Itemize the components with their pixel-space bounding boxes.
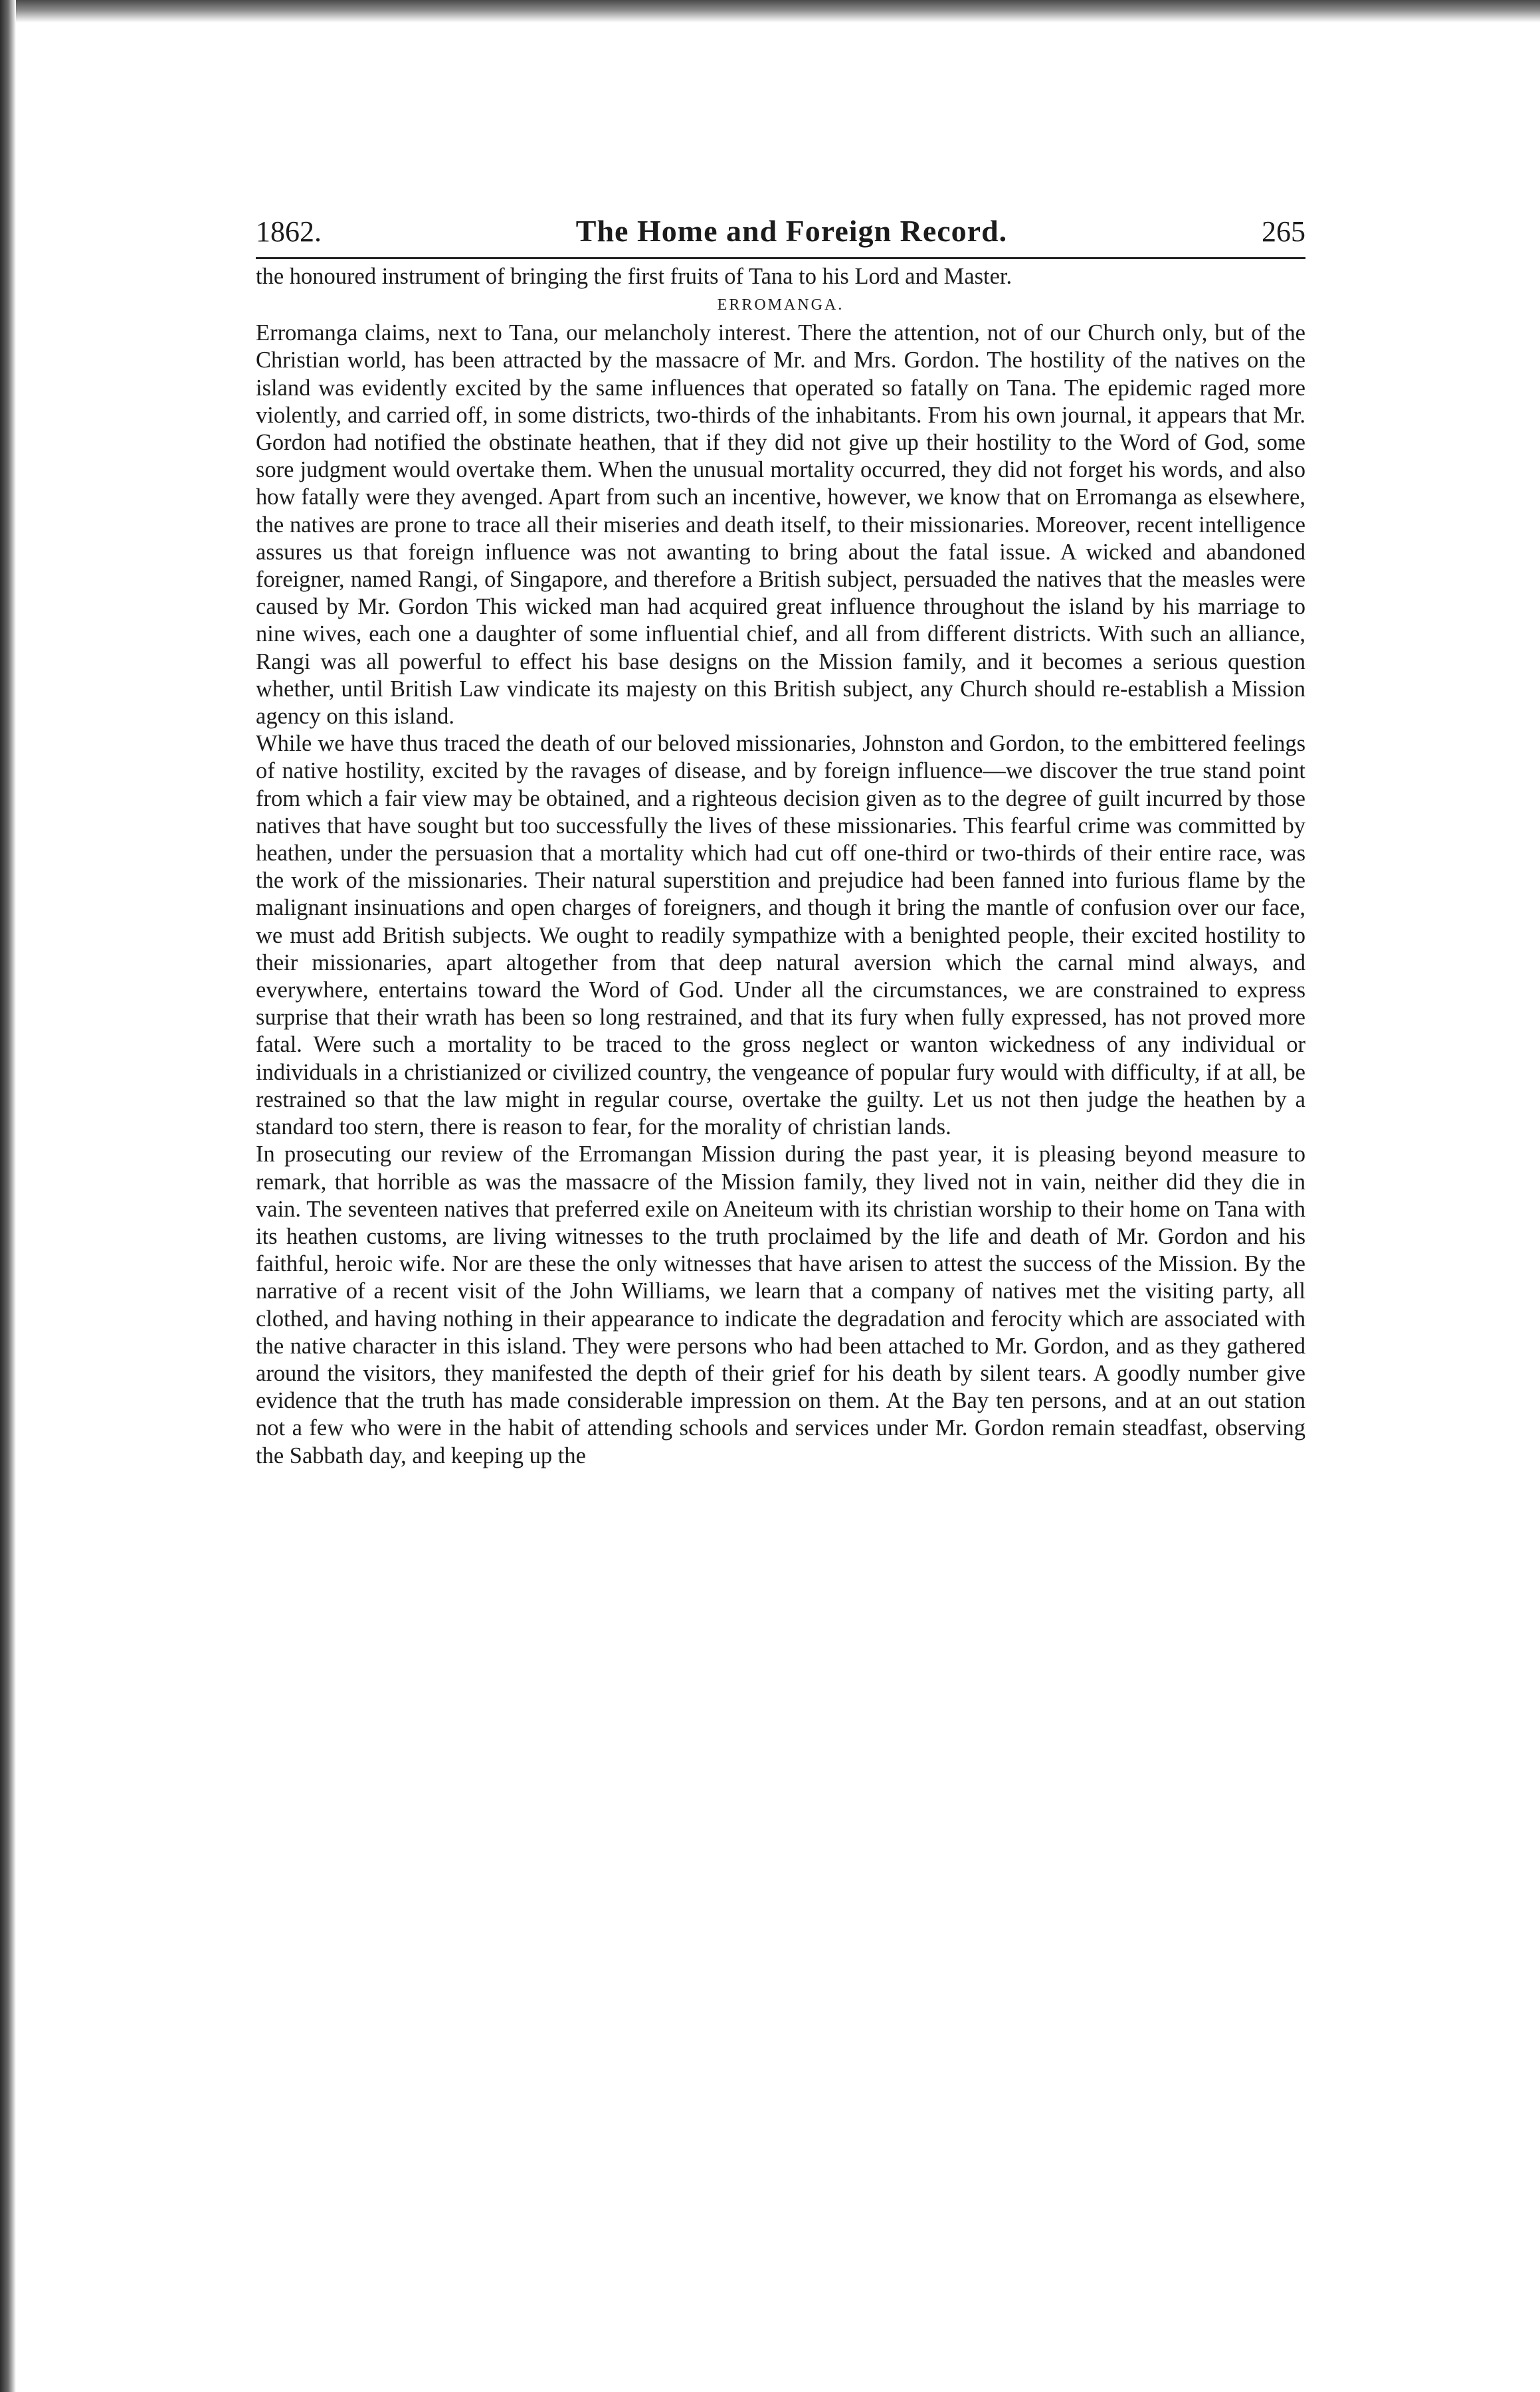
header-year: 1862. (256, 215, 322, 248)
paragraph: While we have thus traced the death of our beloved missionaries, Johnston and Gordon, to the embittered feelings of native hostility, excited by the ravages of disease, and by foreign influence—we discover the true stand point from which a fair view may be obtained, and a righteous decision given as to the degree of guilt incurred by those natives that have sought but too successfully the lives of these missionaries. This fearful crime was committed by heathen, under the persuasion that a mortality which had cut off one-third or two-thirds of their entire race, was the work of the missionaries. Their natural superstition and prejudice had been fanned into furious flame by the malignant insinuations and open charges of foreigners, and though it bring the mantle of confusion over our face, we must add British subjects. We ought to readily sympathize with a benighted people, their excited hostility to their missionaries, apart altogether from that deep natural aversion which the carnal mind always, and everywhere, entertains toward the Word of God. Under all the circumstances, we are constrained to express surprise that their wrath has been so long restrained, and that its fury when fully expressed, has not proved more fatal. Were such a mortality to be traced to the gross neglect or wanton wickedness of any individual or individuals in a christianized or civilized country, the vengeance of popular fury would with difficulty, if at all, be restrained so that the law might in regular course, overtake the guilty. Let us not then judge the heathen by a standard too stern, there is reason to fear, for the morality of christian lands. (256, 731, 1305, 1140)
article-body (256, 263, 1305, 1470)
scan-edge-top (0, 0, 1540, 23)
paragraph-continued: the honoured instrument of bringing the first fruits of Tana to his Lord and Master. (256, 264, 1012, 289)
paragraph: In prosecuting our review of the Erromangan Mission during the past year, it is pleasing beyond measure to remark, that horrible as was the massacre of the Mission family, they lived not in vain, neither did they die in vain. The seventeen natives that preferred exile on Aneiteum with its christian worship to their home on Tana with its heathen customs, are living witnesses to the truth proclaimed by the life and death of Mr. Gordon and his faithful, heroic wife. Nor are these the only witnesses that have arisen to attest the success of the Mission. By the narrative of a recent visit of the John Williams, we learn that a company of natives met the visiting party, all clothed, and having nothing in their appearance to indicate the degradation and ferocity which are associated with the native character in this island. They were persons who had been attached to Mr. Gordon, and as they gathered around the visitors, they manifested the depth of their grief for his death by silent tears. A goodly number give evidence that the truth has made considerable impression on them. At the Bay ten persons, and at an out station not a few who were in the habit of attending schools and services under Mr. Gordon remain steadfast, observing the Sabbath day, and keeping up the (256, 1142, 1305, 1468)
section-heading: ERROMANGA. (717, 296, 844, 314)
scan-edge-left (0, 0, 16, 2392)
paragraph: Erromanga claims, next to Tana, our melancholy interest. There the attention, not of our Church only, but of the Christian world, has been attracted by the massacre of Mr. and Mrs. Gordon. The hostility of the natives on the island was evidently excited by the same influences that operated so fatally on Tana. The epidemic raged more violently, and carried off, in some districts, two-thirds of the inhabitants. From his own journal, it appears that Mr. Gordon had notified the obstinate heathen, that if they did not give up their hostility to the Word of God, some sore judgment would overtake them. When the unusual mortality occurred, they did not forget his words, and also how fatally were they avenged. Apart from such an incentive, however, we know that on Erromanga as elsewhere, the natives are prone to trace all their miseries and death itself, to their missionaries. Moreover, recent intelligence assures us that foreign influence was not awanting to bring about the fatal issue. A wicked and abandoned foreigner, named Rangi, of Singapore, and therefore a British subject, persuaded the natives that the measles were caused by Mr. Gordon This wicked man had acquired great influence throughout the island by his marriage to nine wives, each one a daughter of some influential chief, and all from different districts. With such an alliance, Rangi was all powerful to effect his base designs on the Mission family, and it becomes a serious question whether, until British Law vindicate its majesty on this British subject, any Church should re-establish a Mission agency on this island. (256, 320, 1305, 730)
page (256, 213, 1305, 1470)
running-header (256, 213, 1305, 259)
header-title: The Home and Foreign Record. (575, 214, 1008, 248)
header-page-number: 265 (1261, 215, 1305, 248)
